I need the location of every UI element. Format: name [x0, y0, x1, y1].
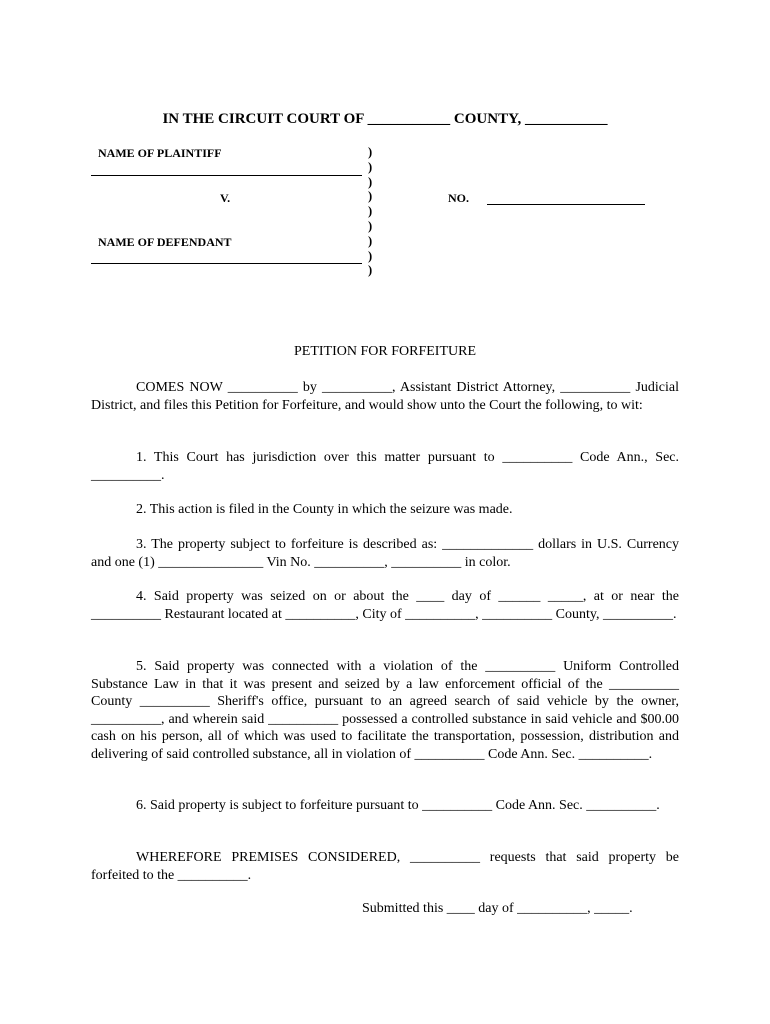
defendant-name-line	[91, 263, 362, 264]
plaintiff-label: NAME OF PLAINTIFF	[98, 146, 222, 160]
defendant-label: NAME OF DEFENDANT	[98, 235, 232, 249]
paragraph-3	[91, 536, 679, 571]
submitted-line: Submitted this ____ day of __________, _____.	[362, 901, 633, 916]
paren: )	[368, 204, 373, 219]
paren: )	[368, 189, 373, 204]
wherefore-paragraph	[91, 849, 679, 884]
paragraph-2	[91, 501, 679, 519]
petition-title: PETITION FOR FORFEITURE	[293, 344, 476, 359]
intro-paragraph	[91, 379, 679, 414]
paragraph-5	[91, 658, 679, 763]
paragraph-4	[91, 588, 679, 623]
paragraph-3-text: 3. The property subject to forfeiture is described as: _____________ dollars in U.S. Currency and one (1) _______________ Vin No. __________, __________ in color.	[91, 537, 679, 570]
wherefore-text: WHEREFORE PREMISES CONSIDERED, __________ requests that said property be forfeited to the __________.	[91, 850, 679, 883]
paragraph-4-text: 4. Said property was seized on or about the ____ day of ______ _____, at or near the __________ Restaurant located at __________, City of __________, __________ County, __________.	[91, 589, 679, 622]
paren: )	[368, 159, 373, 174]
paren: )	[368, 248, 373, 263]
paragraph-5-text: 5. Said property was connected with a violation of the __________ Uniform Controlled Substance Law in that it was present and seized by a law enforcement official of the __________ County __________ Sheriff's office, pursuant to an agreed search of said vehicle by the owner, __________, and wherein said __________ possessed a controlled substance in said vehicle and $00.00 cash on his person, all of which was used to facilitate the transportation, possession, distribution and delivering of said controlled substance, all in violation of __________ Code Ann. Sec. __________.	[91, 659, 679, 762]
paren: )	[368, 174, 373, 189]
case-number-label: NO.	[448, 191, 469, 205]
paren: )	[368, 263, 373, 278]
paragraph-6-text: 6. Said property is subject to forfeiture pursuant to __________ Code Ann. Sec. __________.	[136, 798, 660, 813]
intro-text: COMES NOW __________ by __________, Assistant District Attorney, __________ Judicial District, and files this Petition for Forfeiture, and would show unto the Court the following, to wit:	[91, 380, 679, 413]
caption-parentheses	[368, 145, 378, 278]
paragraph-1	[91, 449, 679, 484]
paren: )	[368, 218, 373, 233]
paragraph-1-text: 1. This Court has jurisdiction over this matter pursuant to __________ Code Ann., Sec. __________.	[91, 450, 679, 483]
paragraph-6	[91, 797, 679, 815]
paren: )	[368, 233, 373, 248]
court-title: IN THE CIRCUIT COURT OF ___________ COUNTY, ___________	[162, 111, 608, 127]
case-number-line	[487, 204, 645, 205]
paren: )	[368, 145, 373, 159]
versus-label: V.	[220, 191, 231, 205]
plaintiff-name-line	[91, 175, 362, 176]
paragraph-2-text: 2. This action is filed in the County in which the seizure was made.	[136, 502, 513, 517]
